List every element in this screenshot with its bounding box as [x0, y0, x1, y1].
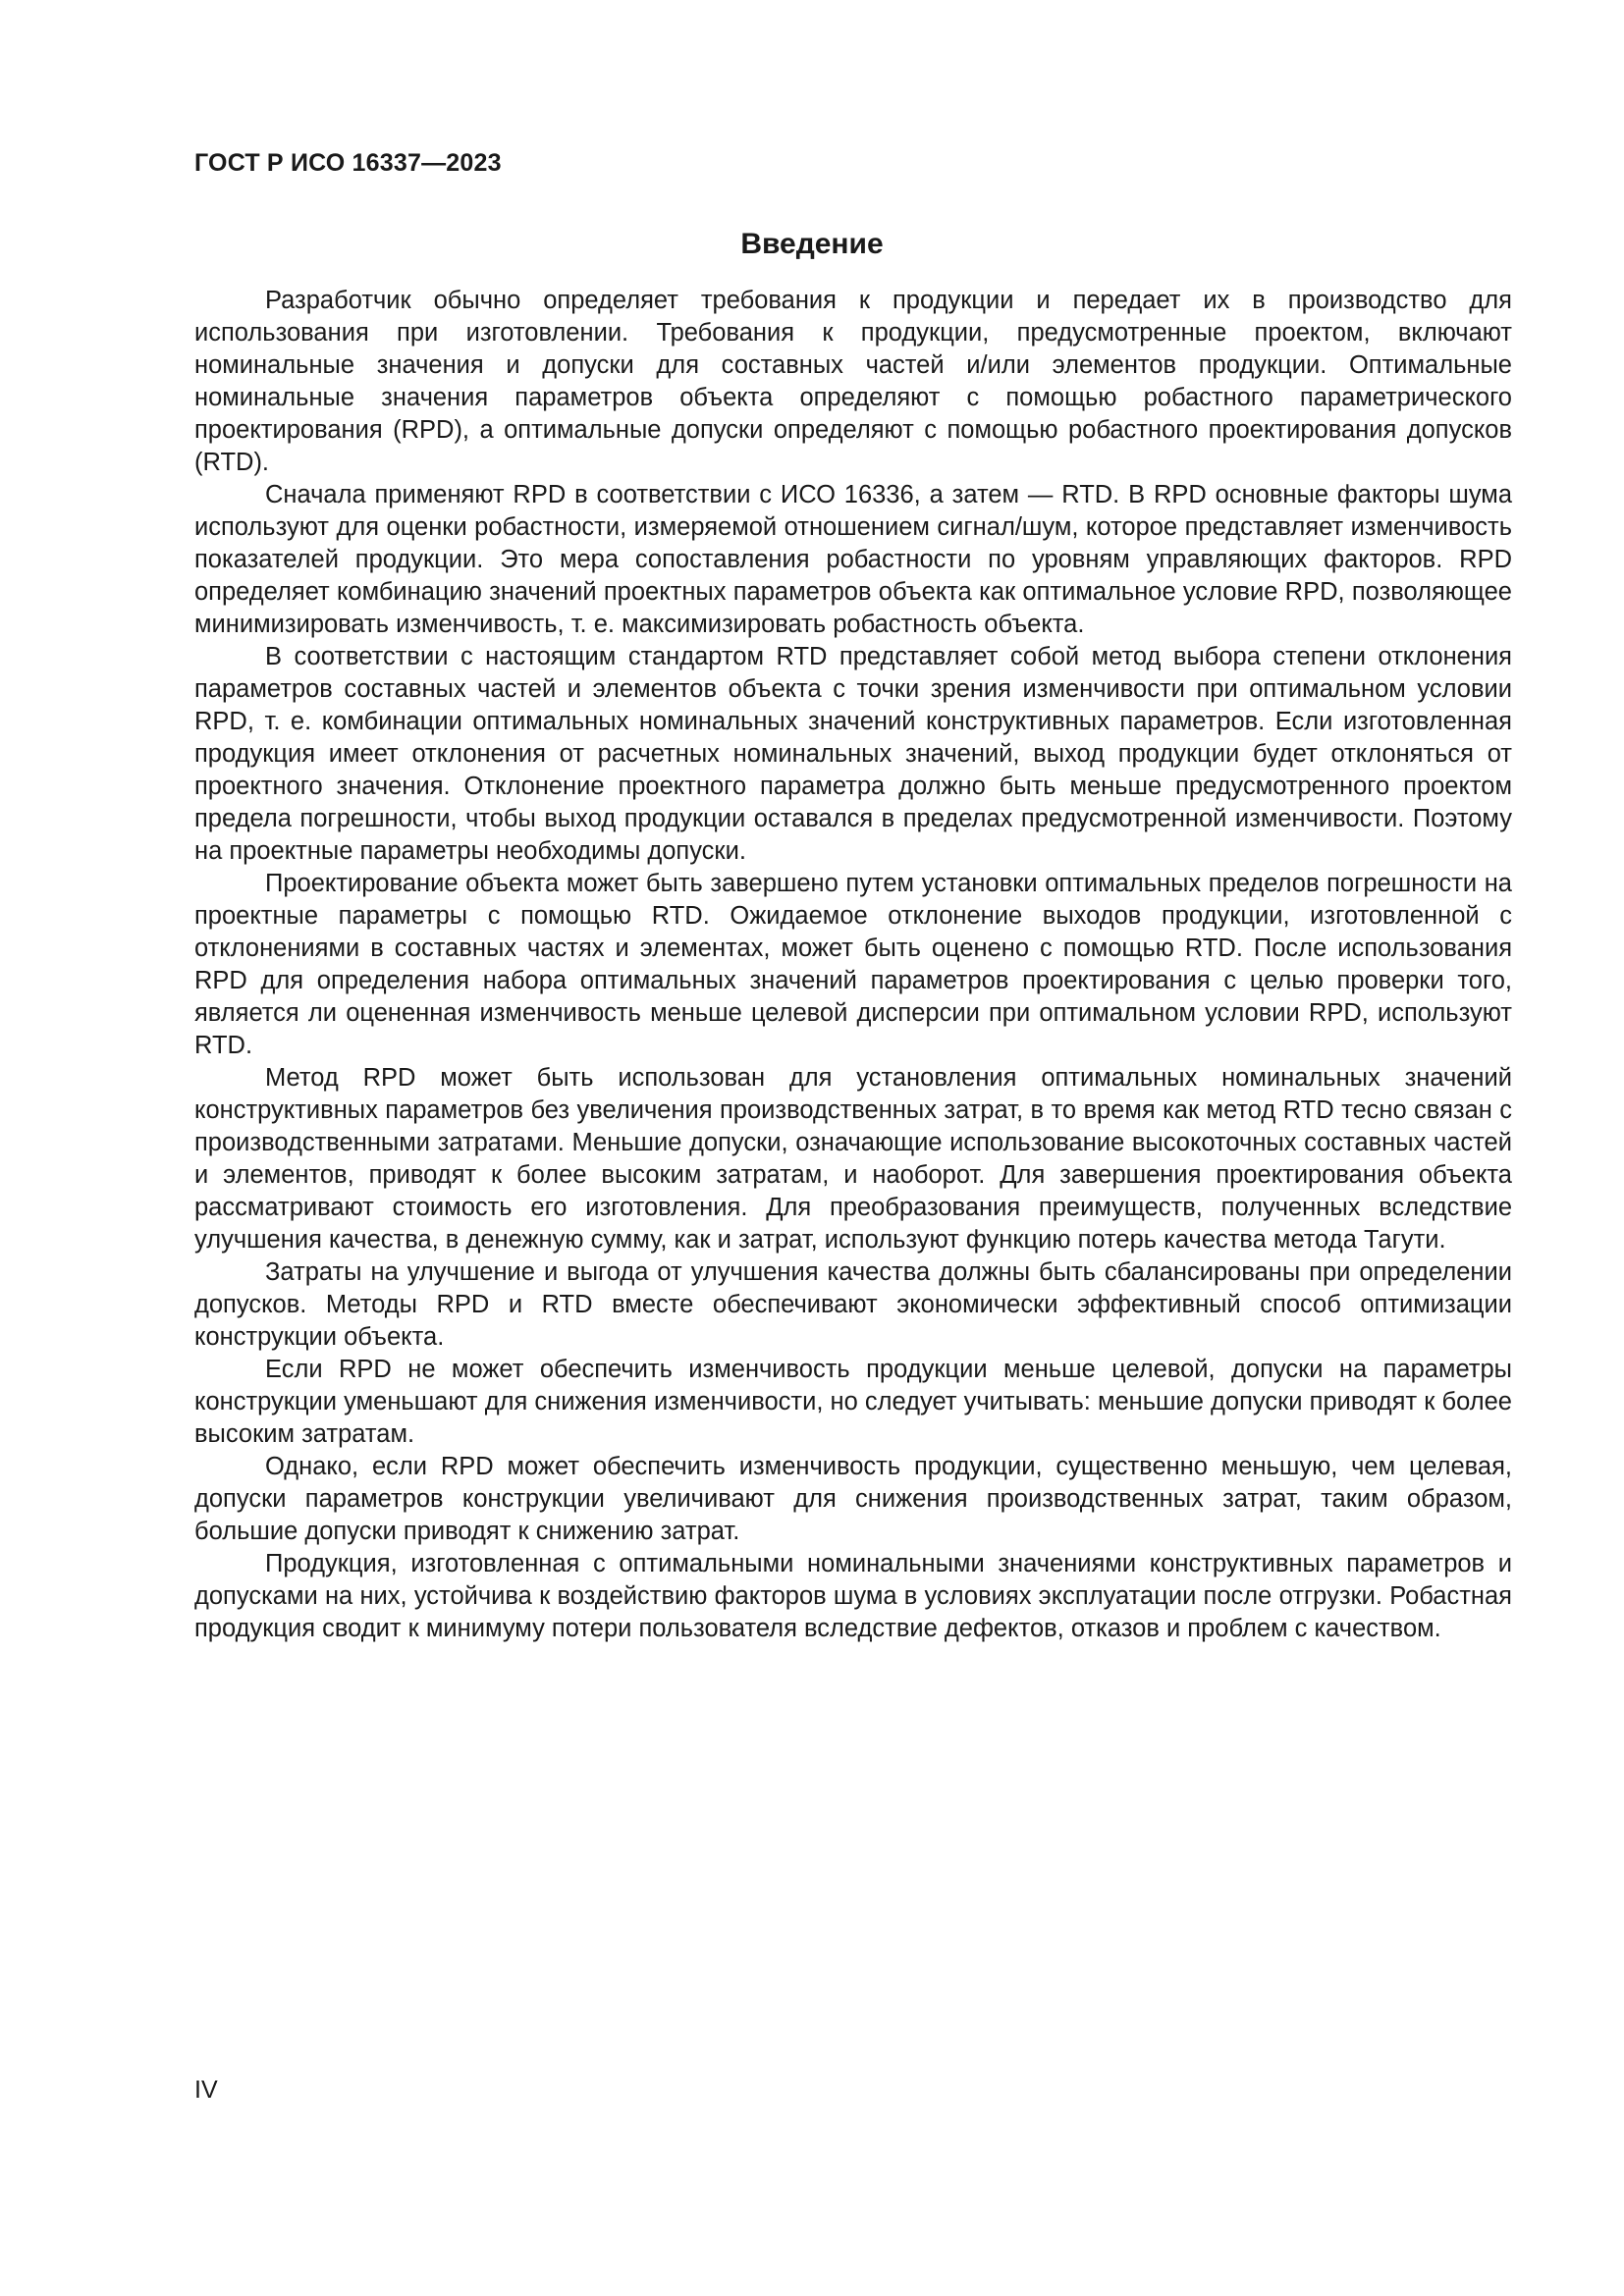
paragraph-1: Разработчик обычно определяет требования к продукции и передает их в производство для использования при изготовлении. Требования к продукции, предусмотренные проектом, включают номинальные значения и допуски для составных частей и/или элементов продукции. Оптимальные номинальные значения параметров объекта определяют с помощью робастного параметрического проектирования (RPD), а оптимальные допуски определяют с помощью робастного проектирования допусков (RTD). — [194, 287, 1512, 476]
paragraph-6: Затраты на улучшение и выгода от улучшения качества должны быть сбалансированы при определении допусков. Методы RPD и RTD вместе обеспечивают экономически эффективный способ оптимизации конструкции объекта. — [194, 1258, 1512, 1351]
paragraph-3: В соответствии с настоящим стандартом RTD представляет собой метод выбора степени отклонения параметров составных частей и элементов объекта с точки зрения изменчивости при оптимальном условии RPD, т. е. комбинации оптимальных номинальных значений конструктивных параметров. Если изготовленная продукция имеет отклонения от расчетных номинальных значений, выход продукции будет отклоняться от проектного значения. Отклонение проектного параметра должно быть меньше предусмотренного проектом предела погрешности, чтобы выход продукции оставался в пределах предусмотренной изменчивости. Поэтому на проектные параметры необходимы допуски. — [194, 643, 1512, 865]
paragraph-7: Если RPD не может обеспечить изменчивость продукции меньше целевой, допуски на параметры конструкции уменьшают для снижения изменчивости, но следует учитывать: меньшие допуски приводят к более высоким затратам. — [194, 1356, 1512, 1448]
paragraph-2: Сначала применяют RPD в соответствии с ИСО 16336, а затем — RTD. В RPD основные факторы шума используют для оценки робастности, измеряемой отношением сигнал/шум, которое представляет изменчивость показателей продукции. Это мера сопоставления робастности по уровням управляющих факторов. RPD определяет комбинацию значений проектных параметров объекта как оптимальное условие RPD, позволяющее минимизировать изменчивость, т. е. максимизировать робастность объекта. — [194, 481, 1512, 638]
section-title: Введение — [740, 228, 884, 260]
paragraph-5: Метод RPD может быть использован для установления оптимальных номинальных значений конструктивных параметров без увеличения производственных затрат, в то время как метод RTD тесно связан с производственными затратами. Меньшие допуски, означающие использование высокоточных составных частей и элементов, приводят к более высоким затратам, и наоборот. Для завершения проектирования объекта рассматривают стоимость его изготовления. Для преобразования преимуществ, полученных вследствие улучшения качества, в денежную сумму, как и затрат, используют функцию потерь качества метода Тагути. — [194, 1064, 1512, 1254]
body-text — [194, 285, 1512, 1645]
document-header: ГОСТ Р ИСО 16337—2023 — [194, 149, 502, 177]
paragraph-4: Проектирование объекта может быть завершено путем установки оптимальных пределов погрешности на проектные параметры с помощью RTD. Ожидаемое отклонение выходов продукции, изготовленной с отклонениями в составных частях и элементах, может быть оценено с помощью RTD. После использования RPD для определения набора оптимальных значений параметров проектирования с целью проверки того, является ли оцененная изменчивость меньше целевой дисперсии при оптимальном условии RPD, используют RTD. — [194, 870, 1512, 1059]
paragraph-8: Однако, если RPD может обеспечить изменчивость продукции, существенно меньшую, чем целевая, допуски параметров конструкции увеличивают для снижения производственных затрат, таким образом, большие допуски приводят к снижению затрат. — [194, 1453, 1512, 1545]
page-number: IV — [194, 2076, 218, 2104]
paragraph-9: Продукция, изготовленная с оптимальными номинальными значениями конструктивных параметров и допусками на них, устойчива к воздействию факторов шума в условиях эксплуатации после отгрузки. Робастная продукция сводит к минимуму потери пользователя вследствие дефектов, отказов и проблем с качеством. — [194, 1550, 1512, 1642]
